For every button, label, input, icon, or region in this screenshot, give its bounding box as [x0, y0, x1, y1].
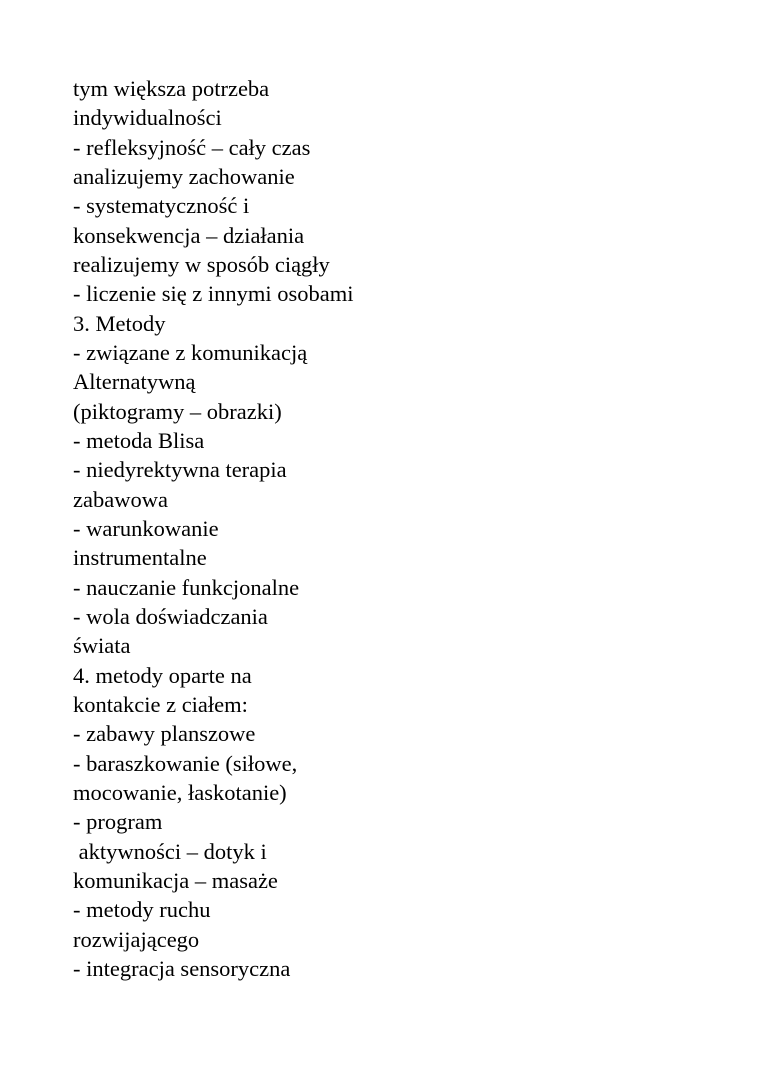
text-line: - systematyczność i [73, 193, 250, 219]
text-line: - metody ruchu [73, 897, 211, 923]
text-line: świata [73, 633, 131, 659]
text-line: - refleksyjność – cały czas [73, 134, 311, 160]
text-line: - niedyrektywna terapia [73, 457, 287, 483]
section-heading: 3. Metody [73, 310, 166, 336]
document-text [73, 74, 713, 983]
text-line: - wola doświadczania [73, 603, 268, 629]
text-line: - integracja sensoryczna [73, 955, 291, 981]
text-line: - baraszkowanie (siłowe, [73, 750, 298, 776]
text-line: rozwijającego [73, 926, 200, 952]
text-line: Alternatywną [73, 369, 196, 395]
text-line: analizujemy zachowanie [73, 163, 295, 189]
text-line: - metoda Blisa [73, 427, 205, 453]
text-line: aktywności – dotyk i [73, 838, 267, 864]
text-line: komunikacja – masaże [73, 867, 278, 893]
text-line: - program [73, 809, 163, 835]
text-line: realizujemy w sposób ciągły [73, 251, 330, 277]
text-line: - związane z komunikacją [73, 339, 308, 365]
text-line: kontakcie z ciałem: [73, 691, 248, 717]
text-line: - liczenie się z innymi osobami [73, 281, 354, 307]
text-line: - zabawy planszowe [73, 721, 256, 747]
text-line: tym większa potrzeba [73, 76, 270, 101]
text-line: - nauczanie funkcjonalne [73, 574, 300, 600]
text-line: mocowanie, łaskotanie) [73, 779, 287, 805]
text-line: indywidualności [73, 105, 222, 131]
text-line: konsekwencja – działania [73, 222, 305, 248]
section-heading: 4. metody oparte na [73, 662, 252, 688]
text-line: - warunkowanie [73, 515, 219, 541]
text-line: zabawowa [73, 486, 168, 512]
text-line: (piktogramy – obrazki) [73, 398, 282, 424]
text-line: instrumentalne [73, 545, 207, 571]
